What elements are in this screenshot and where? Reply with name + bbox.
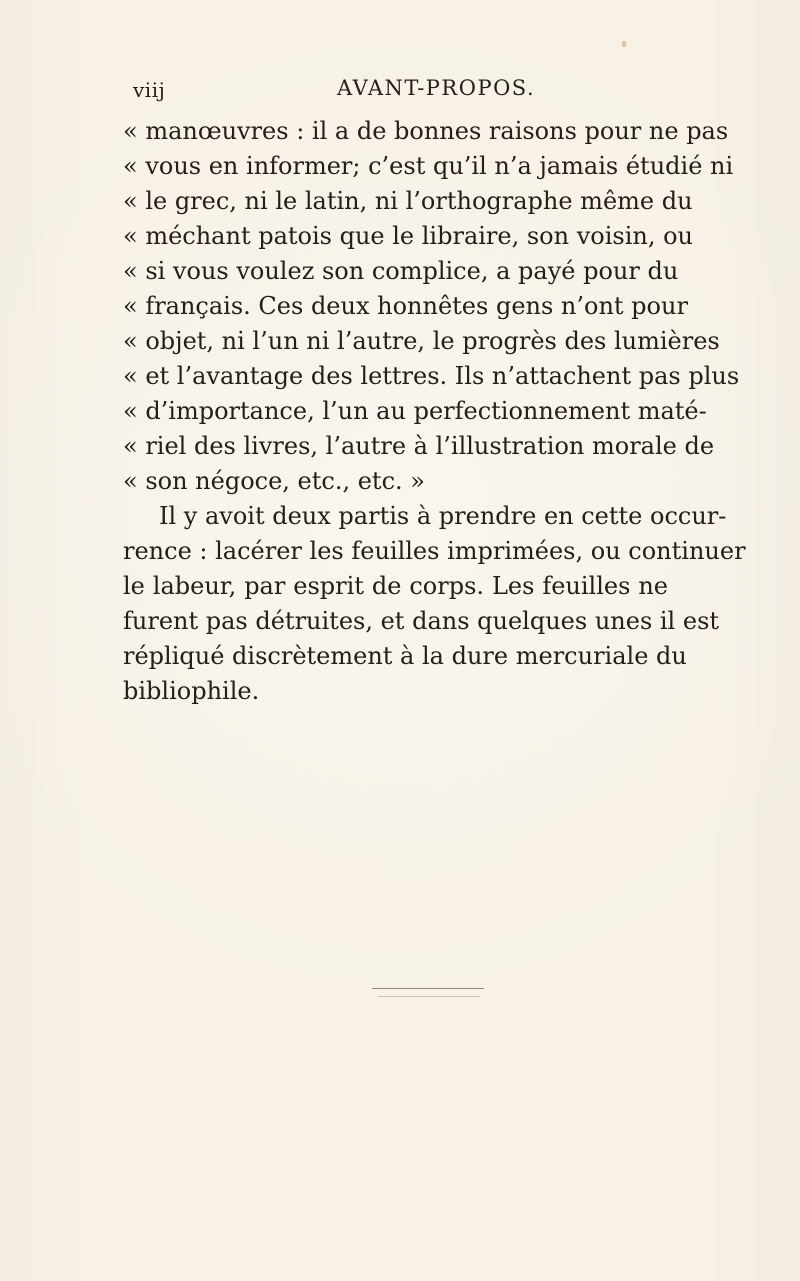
text-line: « riel des livres, l’autre à l’illustration morale de [123,432,715,460]
text-line: « vous en informer; c’est qu’il n’a jamais étudié ni [123,152,734,180]
text-line: « son négoce, etc., etc. » [123,467,425,495]
text-line: le labeur, par esprit de corps. Les feuilles ne [123,572,668,600]
text-line: « si vous voulez son complice, a payé pour du [123,257,679,285]
text-line: « d’importance, l’un au perfectionnement maté- [123,397,707,425]
page-header [123,72,663,108]
text-line: rence : lacérer les feuilles imprimées, ou continuer [123,537,746,565]
text-line: « et l’avantage des lettres. Ils n’attachent pas plus [123,362,740,390]
text-line: « le grec, ni le latin, ni l’orthographe même du [123,187,693,215]
running-title: AVANT-PROPOS. [337,76,536,100]
text-line: « méchant patois que le libraire, son voisin, ou [123,222,694,250]
text-line: Il y avoit deux partis à prendre en cette occur- [159,502,727,530]
text-line: furent pas détruites, et dans quelques unes il est [123,607,720,635]
page-number: viij [133,78,166,102]
text-line: « manœuvres : il a de bonnes raisons pour ne pas [123,117,729,145]
text-line: bibliophile. [123,677,260,705]
body-text [123,114,746,709]
text-line: « objet, ni l’un ni l’autre, le progrès des lumières [123,327,720,355]
decorative-rule [372,988,484,989]
paper-stain [622,41,626,47]
decorative-rule [378,996,480,997]
text-line: répliqué discrètement à la dure mercuriale du [123,642,687,670]
text-line: « français. Ces deux honnêtes gens n’ont pour [123,292,688,320]
